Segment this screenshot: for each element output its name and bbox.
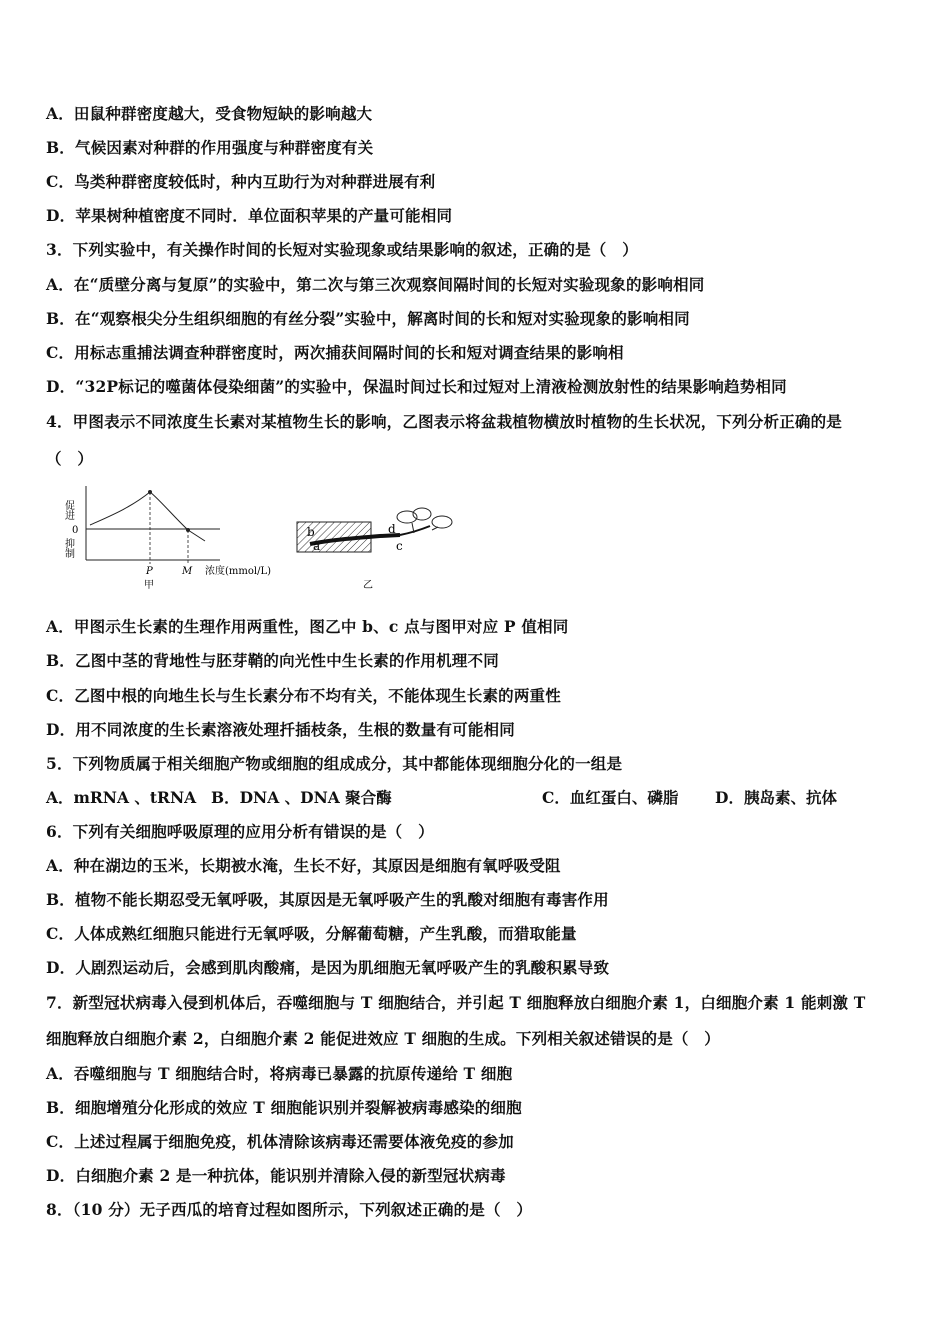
q6-option-b: B．植物不能长期忍受无氧呼吸，其原因是无氧呼吸产生的乳酸对细胞有毒害作用 [46,890,609,909]
q2-option-d: D．苹果树种植密度不同时．单位面积苹果的产量可能相同 [46,206,453,225]
label-a: a [313,539,321,553]
label-c: c [396,539,403,553]
q2-option-c: C．鸟类种群密度较低时，种内互助行为对种群进展有利 [46,172,436,191]
q7-option-b: B．细胞增殖分化形成的效应 T 细胞能识别并裂解被病毒感染的细胞 [46,1098,522,1117]
q7-option-d: D．白细胞介素 2 是一种抗体，能识别并清除入侵的新型冠状病毒 [46,1166,506,1185]
q4-option-a: A．甲图示生长素的生理作用两重性，图乙中 b、c 点与图甲对应 P 值相同 [46,617,569,636]
q7-stem-line2: 细胞释放白细胞介素 2，白细胞介素 2 能促进效应 T 细胞的生成。下列相关叙述错误的是（ ） [46,1029,720,1048]
q4-option-c: C．乙图中根的向地生长与生长素分布不均有关，不能体现生长素的两重性 [46,686,561,705]
q5-option-c: C．血红蛋白、磷脂 [542,788,679,807]
q3-option-c: C．用标志重捕法调查种群密度时，两次捕获间隔时间的长和短对调查结果的影响相 [46,343,624,362]
q2-option-a: A．田鼠种群密度越大，受食物短缺的影响越大 [46,104,373,123]
q3-option-a: A．在“质壁分离与复原”的实验中，第二次与第三次观察间隔时间的长短对实验现象的影响相同 [46,275,705,294]
q5-option-d: D．胰岛素、抗体 [715,788,837,807]
x-label-p: P [146,566,153,577]
x-axis-label: 浓度(mmol/L) [205,566,271,577]
q3-stem: 3．下列实验中，有关操作时间的长短对实验现象或结果影响的叙述，正确的是（ ） [46,240,638,259]
graph-jia [63,486,272,591]
x-label-m: M [182,566,193,577]
y-label-promote: 促进 [62,500,74,520]
q6-option-a: A．种在湖边的玉米，长期被水淹，生长不好，其原因是细胞有氧呼吸受阻 [46,856,561,875]
y-label-zero: 0 [72,525,79,536]
q4-option-b: B．乙图中茎的背地性与胚芽鞘的向光性中生长素的作用机理不同 [46,651,499,670]
caption-jia: 甲 [144,580,154,591]
diagram-yi [297,508,452,591]
label-d: d [388,522,396,536]
q4-figure [60,478,460,593]
q2-option-b: B．气候因素对种群的作用强度与种群密度有关 [46,138,374,157]
q6-option-c: C．人体成熟红细胞只能进行无氧呼吸，分解葡萄糖，产生乳酸，而猎取能量 [46,924,577,943]
q5-stem: 5．下列物质属于相关细胞产物或细胞的组成成分，其中都能体现细胞分化的一组是 [46,754,623,773]
q6-stem: 6．下列有关细胞呼吸原理的应用分析有错误的是（ ） [46,822,434,841]
q4-option-d: D．用不同浓度的生长素溶液处理扦插枝条，生根的数量有可能相同 [46,720,515,739]
y-label-inhibit: 抑制 [62,538,74,558]
q6-option-d: D．人剧烈运动后，会感到肌肉酸痛，是因为肌细胞无氧呼吸产生的乳酸积累导致 [46,958,610,977]
q5-option-b: B．DNA 、DNA 聚合酶 [211,788,392,807]
q8-stem: 8．（10 分）无子西瓜的培育过程如图所示，下列叙述正确的是（ ） [46,1200,533,1219]
q5-option-a: A．mRNA 、tRNA [46,788,197,807]
q4-stem: 4．甲图表示不同浓度生长素对某植物生长的影响，乙图表示将盆栽植物横放时植物的生长状况，下列分析正确的是 [46,412,842,431]
caption-yi: 乙 [363,580,373,591]
q7-stem-line1: 7．新型冠状病毒入侵到机体后，吞噬细胞与 T 细胞结合，并引起 T 细胞释放白细胞介素 1，白细胞介素 1 能刺激 T [46,993,866,1012]
q3-option-b: B．在“观察根尖分生组织细胞的有丝分裂”实验中，解离时间的长和短对实验现象的影响相同 [46,309,690,328]
q7-option-c: C．上述过程属于细胞免疫，机体清除该病毒还需要体液免疫的参加 [46,1132,514,1151]
label-b: b [307,525,315,539]
q7-option-a: A．吞噬细胞与 T 细胞结合时，将病毒已暴露的抗原传递给 T 细胞 [46,1064,513,1083]
q3-option-d: D．“32P标记的噬菌体侵染细菌”的实验中，保温时间过长和过短对上清液检测放射性的结果影响趋势相同 [46,377,787,396]
q4-stem-bracket: （ ） [46,449,94,468]
